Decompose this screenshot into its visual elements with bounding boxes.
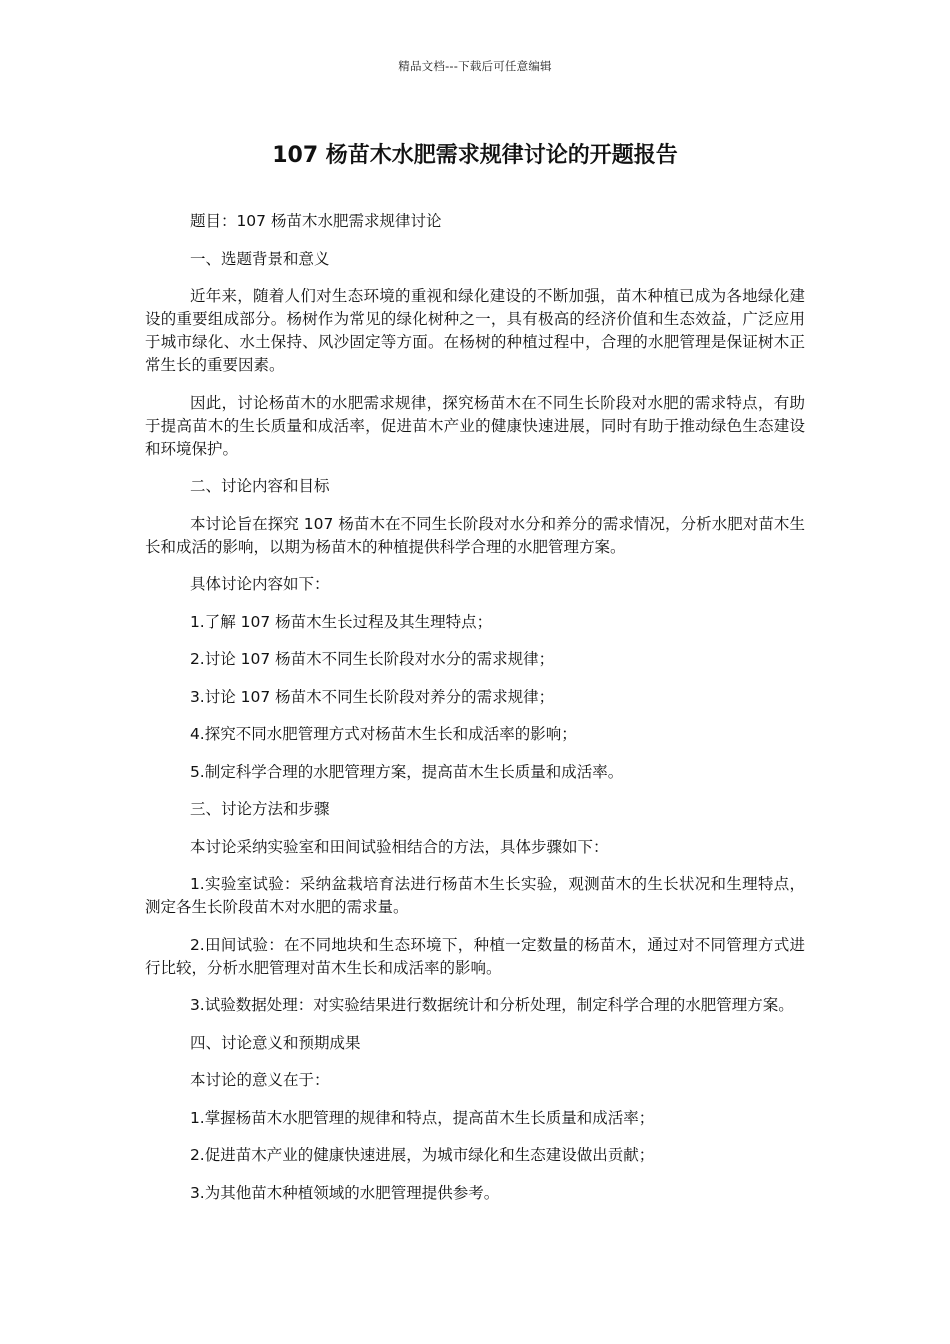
paragraph-method-intro: 本讨论采纳实验室和田间试验相结合的方法，具体步骤如下： <box>189 837 609 856</box>
section-heading-4: 四、讨论意义和预期成果 <box>189 1033 361 1052</box>
list-item: 1.实验室试验：采纳盆栽培育法进行杨苗木生长实验，观测苗木的生长状况和生理特点，测定各生长阶段苗木对水肥的需求量。 <box>145 875 805 916</box>
paragraph-content-intro: 具体讨论内容如下： <box>189 575 330 593</box>
paragraph-objective: 本讨论旨在探究 107 杨苗木在不同生长阶段对水分和养分的需求情况，分析水肥对苗木生长和成活的影响，以期为杨苗木的种植提供科学合理的水肥管理方案。 <box>145 514 805 556</box>
paragraph-meaning-intro: 本讨论的意义在于： <box>189 1071 330 1089</box>
paragraph-topic: 题目：107 杨苗木水肥需求规律讨论 <box>189 212 442 230</box>
list-item: 2.田间试验：在不同地块和生态环境下，种植一定数量的杨苗木，通过对不同管理方式进行比较，分析水肥管理对苗木生长和成活率的影响。 <box>145 935 805 977</box>
document-title: 107 杨苗木水肥需求规律讨论的开题报告 <box>272 143 678 168</box>
section-heading-2: 二、讨论内容和目标 <box>189 477 330 495</box>
list-item: 5.制定科学合理的水肥管理方案，提高苗木生长质量和成活率。 <box>189 762 624 781</box>
list-item: 2.促进苗木产业的健康快速进展，为城市绿化和生态建设做出贡献； <box>189 1146 655 1164</box>
list-item: 3.试验数据处理：对实验结果进行数据统计和分析处理，制定科学合理的水肥管理方案。 <box>189 996 794 1014</box>
header-note: 精品文档---下载后可任意编辑 <box>398 59 552 73</box>
list-item: 4.探究不同水肥管理方式对杨苗木生长和成活率的影响； <box>189 725 577 743</box>
list-item: 1.掌握杨苗木水肥管理的规律和特点，提高苗木生长质量和成活率； <box>189 1108 655 1127</box>
paragraph-background: 近年来，随着人们对生态环境的重视和绿化建设的不断加强，苗木种植已成为各地绿化建设的重要组成部分。杨树作为常见的绿化树种之一，具有极高的经济价值和生态效益，广泛应用于城市绿化、水土保持、风沙固定等方面。在杨树的种植过程中，合理的水肥管理是保证树木正常生长的重要因素。 <box>145 287 805 374</box>
section-heading-3: 三、讨论方法和步骤 <box>189 800 330 818</box>
list-item: 2.讨论 107 杨苗木不同生长阶段对水分的需求规律； <box>189 650 555 668</box>
list-item: 3.讨论 107 杨苗木不同生长阶段对养分的需求规律； <box>189 687 555 706</box>
document-body <box>145 210 805 1219</box>
list-item: 3.为其他苗木种植领域的水肥管理提供参考。 <box>189 1183 500 1202</box>
list-item: 1.了解 107 杨苗木生长过程及其生理特点； <box>189 612 493 631</box>
paragraph-significance: 因此，讨论杨苗木的水肥需求规律，探究杨苗木在不同生长阶段对水肥的需求特点，有助于提高苗木的生长质量和成活率，促进苗木产业的健康快速进展，同时有助于推动绿色生态建设和环境保护。 <box>145 393 805 458</box>
section-heading-1: 一、选题背景和意义 <box>189 249 330 268</box>
